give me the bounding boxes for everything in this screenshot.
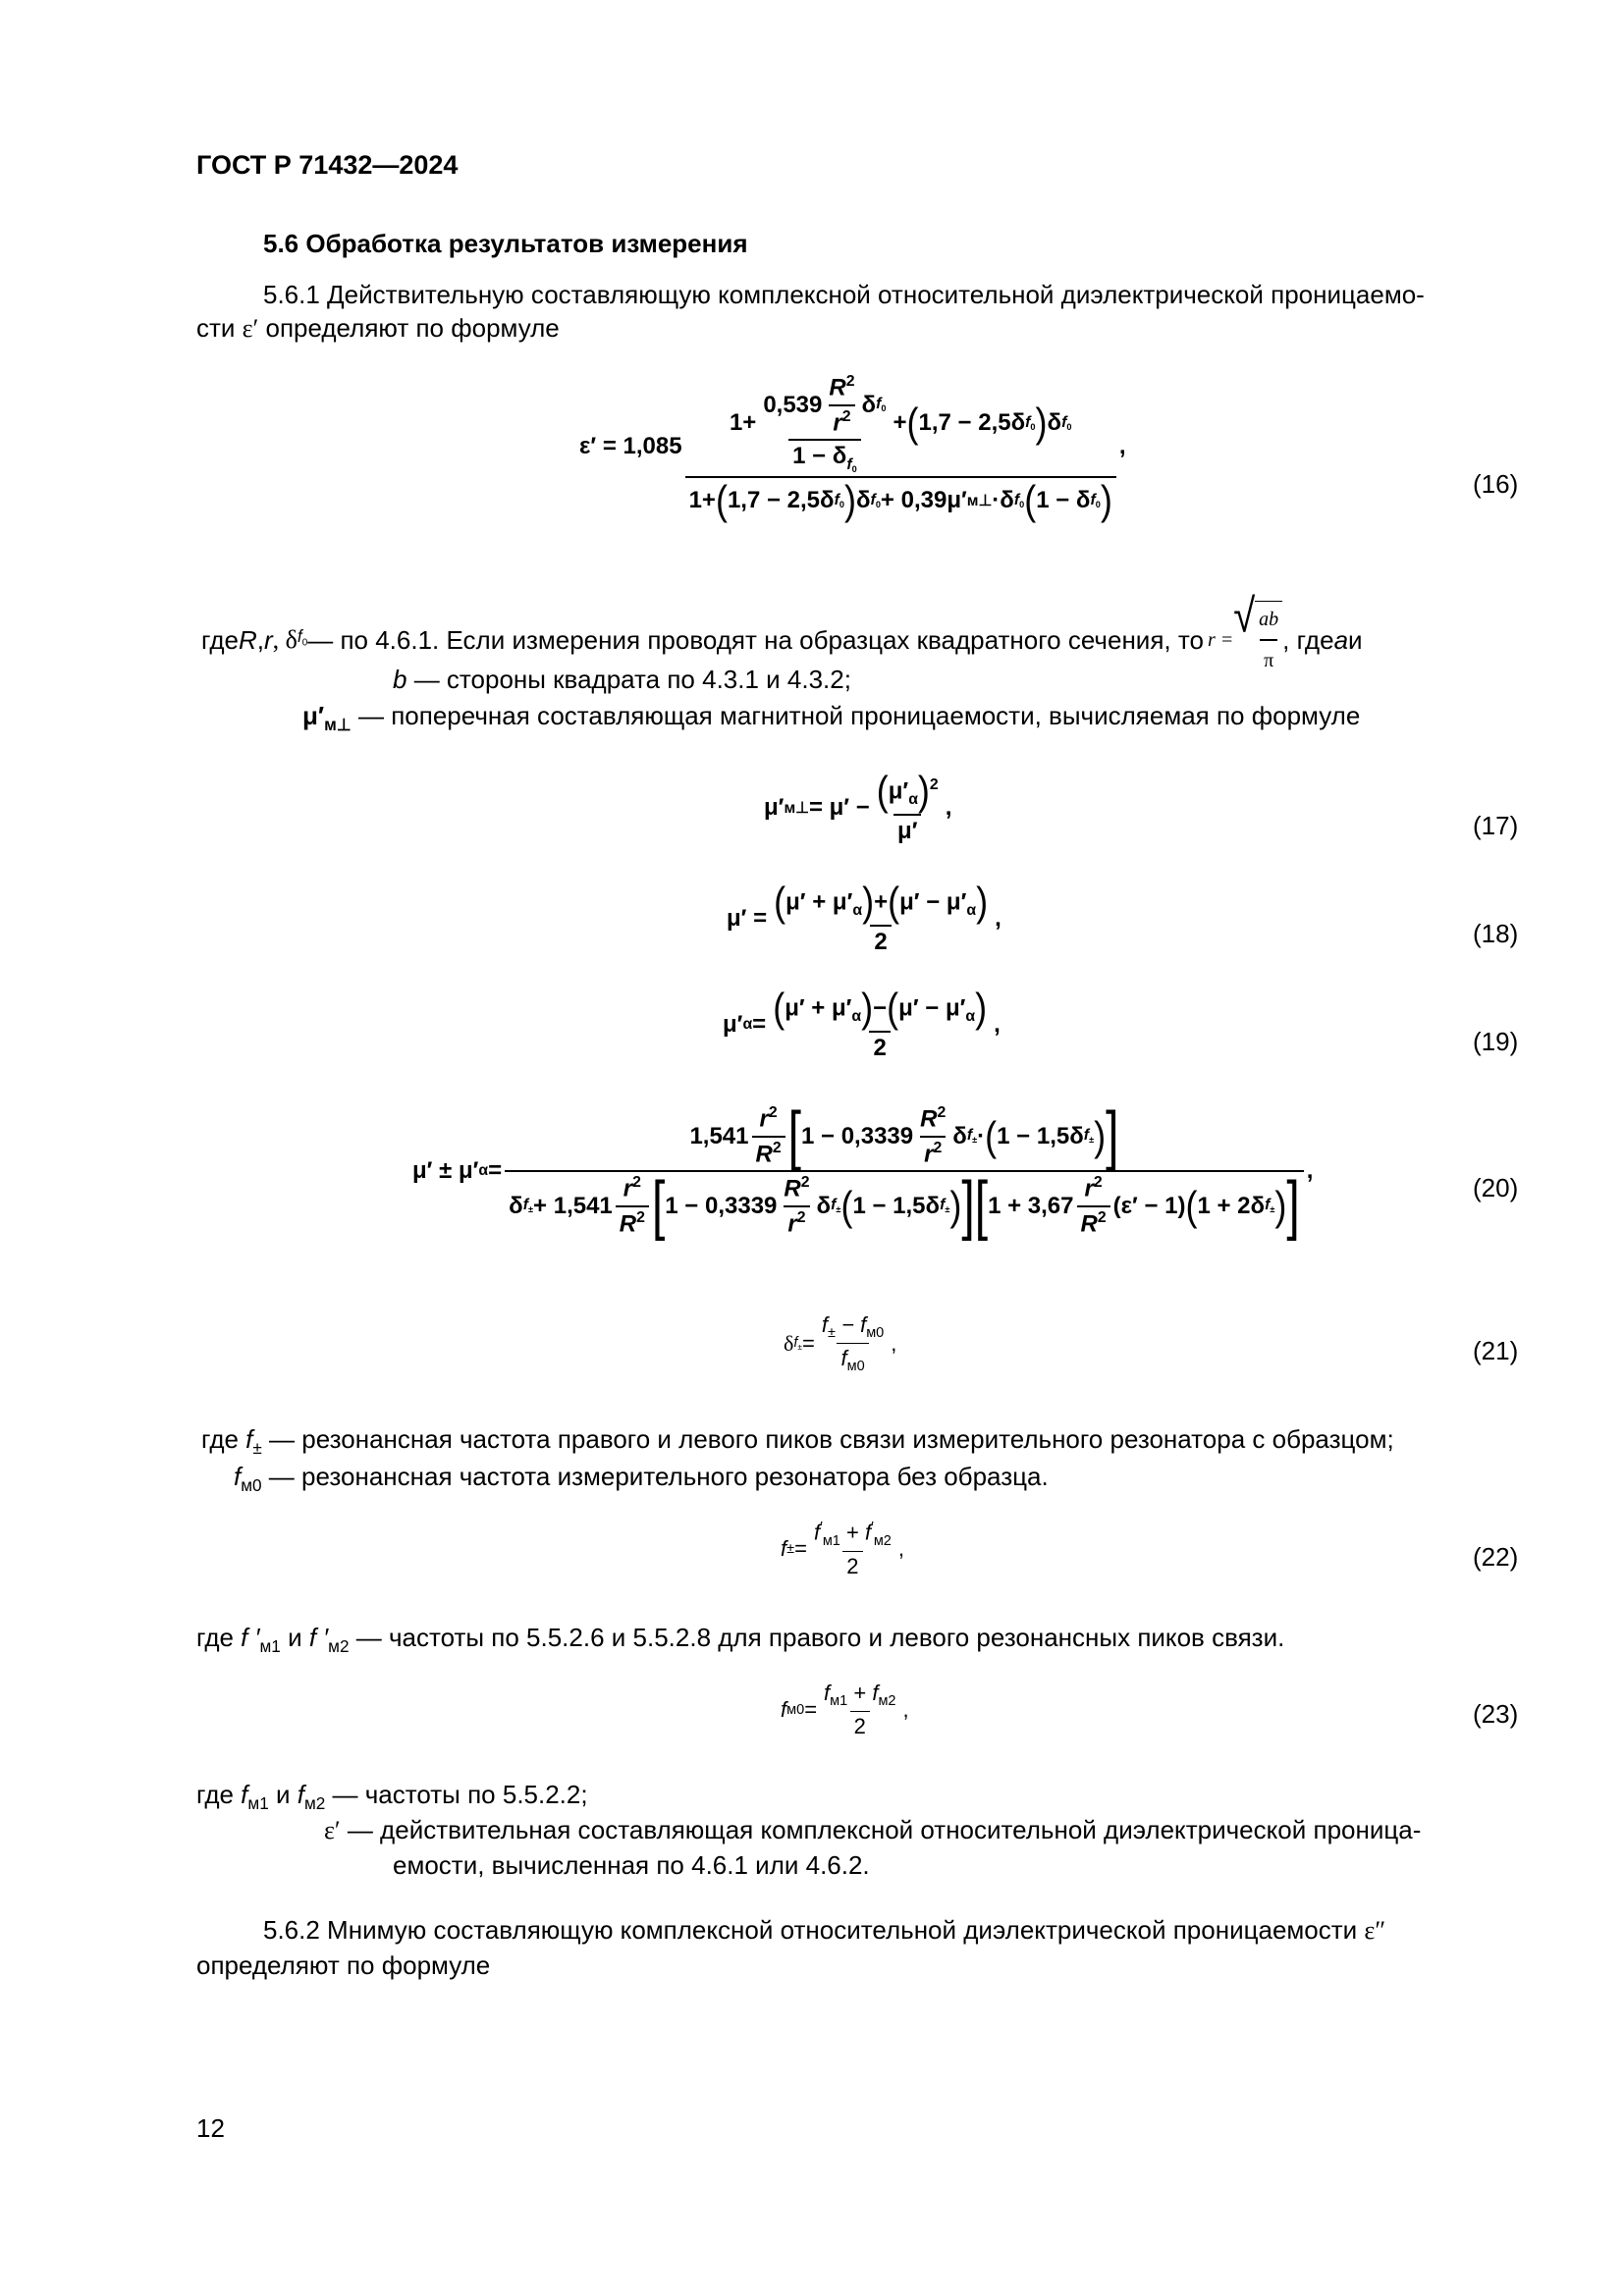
equation-17-number: (17)	[1473, 811, 1519, 840]
equation-22-number: (22)	[1473, 1542, 1519, 1572]
equation-18: μ′ = $\frac{(\mu' + \mu'_\alpha)+(\mu' - \mu'_\alpha)}{2}$ ,	[727, 878, 1001, 955]
equation-19-number: (19)	[1473, 1027, 1519, 1056]
para-562-line2: определяют по формуле	[196, 1950, 491, 1980]
where-23-line3: емости, вычисленная по 4.6.1 или 4.6.2.	[393, 1850, 870, 1880]
epsilon-symbol: ε′	[242, 314, 259, 343]
equation-16-number: (16)	[1473, 469, 1519, 499]
equation-20: μ′ ± μ′ α = 1,541 $\frac{r^2}{R^2}$ [ 1 − 0,3339 $\frac{R^2}{r^2}$ δ $f_\pm$ · ( 1 − 1,5δ $f_\pm$ ) ] δ $f_\pm$ + 1,541 $\frac{r^2}{R^2}$ [ 1 − 0,3339 $\frac{R^2}{r^2}$ δ $f_\pm$ ( 1 − 1,5δ $f_\pm$ ) ] [ 1 + 3,67 $\frac{r^2}{R^2}$ (ε′ − 1) ( 1 + 2δ $f_\pm$ ) ] ,	[412, 1099, 1314, 1243]
equation-21-number: (21)	[1473, 1336, 1519, 1365]
para-561-line2: сти ε′ определяют по формуле	[196, 313, 560, 343]
equation-19: μ′ α = $\frac{(\mu' + \mu'_\alpha)-(\mu' - \mu'_\alpha)}{2}$ ,	[723, 984, 1001, 1061]
para-561-line1: 5.6.1 Действительную составляющую комплексной относительной диэлектрической проницаемо-	[263, 280, 1425, 309]
equation-23-number: (23)	[1473, 1699, 1519, 1729]
equation-21: δ $f_\pm$ = $\frac{f_\pm - f_{м0}}{f_{м0}}$ ,	[784, 1312, 897, 1375]
where-16-line3: $\mu'_{м\perp}$ — поперечная составляющая магнитной проницаемости, вычисляемая по формуле	[302, 701, 1361, 734]
page-number: 12	[196, 2113, 225, 2143]
where-21-line2: $f_{м0}$ — резонансная частота измерительного резонатора без образца.	[234, 1462, 1049, 1495]
equation-17: μ′ м⊥ = μ′ − $\frac{(\mu'_\alpha)^2}{\mu'}$ ,	[764, 767, 952, 844]
where-23-line1: где $f_{м1}$ и $f_{м2}$ — частоты по 5.5.2.2;	[196, 1780, 588, 1813]
equation-20-number: (20)	[1473, 1173, 1519, 1202]
where-16-line1: где R , r , δ $f_0$ — по 4.6.1. Если измерения проводят на образцах квадратного сечения, то r = √ $\frac{ab}{\pi}$ , где a и	[201, 601, 1363, 678]
equation-18-number: (18)	[1473, 919, 1519, 948]
para-562-line1: 5.6.2 Мнимую составляющую комплексной относительной диэлектрической проницаемости ε″	[263, 1915, 1386, 1945]
equation-23: f м0 = $\frac{f_{м1} + f_{м2}}{2}$ ,	[781, 1681, 909, 1739]
document-id: ГОСТ Р 71432—2024	[196, 150, 459, 180]
where-23-line2: ε′ — действительная составляющая комплексной относительной диэлектрической проница-	[324, 1815, 1422, 1844]
where-21-line1: где $f_\pm$ — резонансная частота правого и левого пиков связи измерительного резонатора с образцом;	[201, 1424, 1394, 1458]
equation-22: f ± = $\frac{f'_{м1} + f'_{м2}}{2}$ ,	[781, 1520, 904, 1578]
where-16-line2: b — стороны квадрата по 4.3.1 и 4.3.2;	[393, 665, 851, 694]
equation-16: ε′ = 1,085 1+ 0,539 $\frac{R^2}{r^2}$ δ $f_0$ $1 - \delta_{f_0}$ + ( 1,7 − 2,5δ $f_0$ ) δ $f_0$ 1+ ( 1,7 − 2,5δ $f_0$ ) δ $f_0$ + 0,39μ′ м⊥ ·δ $f_0$ ( 1 − δ $f_0$ ) ,	[579, 373, 1126, 523]
section-title: 5.6 Обработка результатов измерения	[263, 229, 748, 258]
where-22: где f $'_{м1}$ и f $'_{м2}$ — частоты по 5.5.2.6 и 5.5.2.8 для правого и левого резонансных пиков связи.	[196, 1623, 1285, 1656]
